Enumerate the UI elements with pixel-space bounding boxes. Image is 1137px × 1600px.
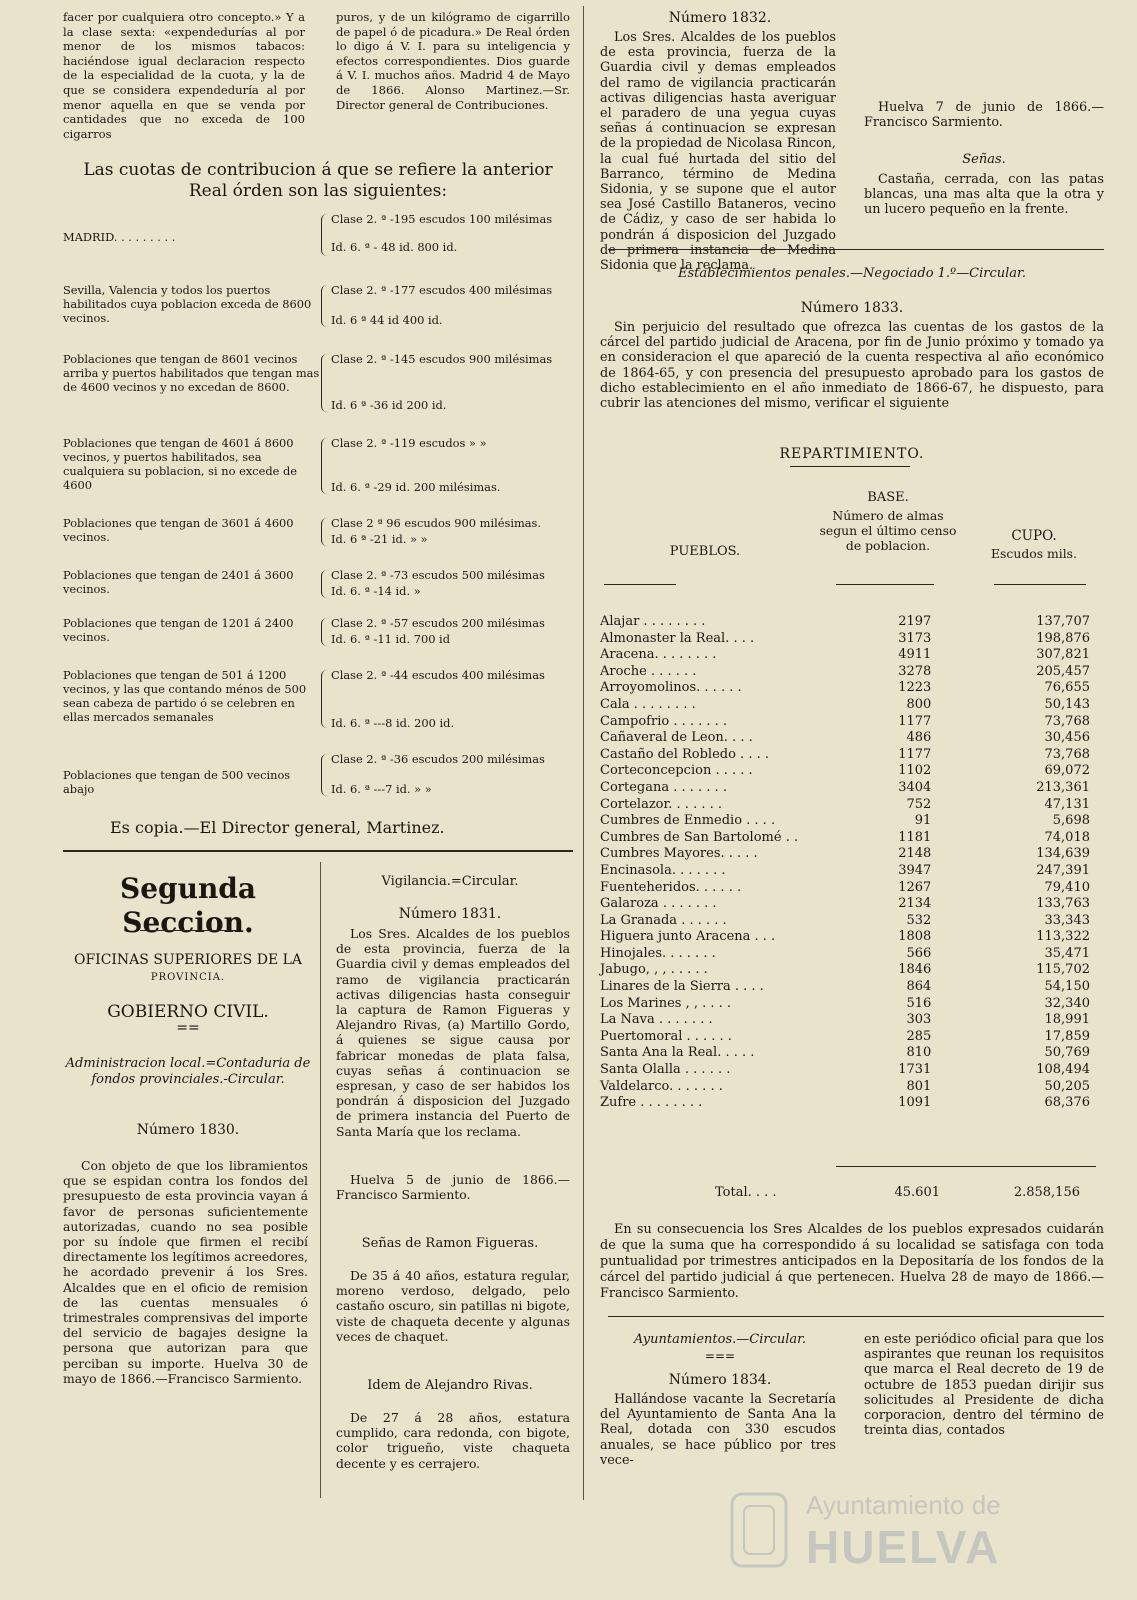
- cupo-cell: 76,655: [1044, 680, 1090, 696]
- base-cell: 1731: [898, 1062, 932, 1078]
- cupo-cell: 134,639: [1036, 846, 1090, 862]
- numero-1833: Número 1833.: [800, 300, 904, 316]
- pueblo-cell: Encinasola. . . . . . .: [600, 862, 726, 878]
- quota-clase-2: Clase 2. ª -73 escudos 500 milésimas: [331, 568, 545, 582]
- double-rule: ===: [704, 1349, 736, 1363]
- table-row: [600, 979, 1090, 996]
- table-row: [600, 797, 1090, 814]
- table-row: [600, 714, 1090, 731]
- quota-row: [63, 616, 573, 650]
- table-row: [600, 1012, 1090, 1029]
- table-row: [600, 631, 1090, 648]
- base-cell: 4911: [898, 647, 932, 663]
- brace: [321, 754, 329, 796]
- provincia-heading: PROVINCIA.: [150, 972, 226, 983]
- table-row: [600, 962, 1090, 979]
- divider: [608, 249, 1104, 250]
- col-pueblos: PUEBLOS.: [669, 544, 741, 559]
- pueblo-cell: Castaño del Robledo . . . .: [600, 746, 769, 762]
- pueblo-cell: La Nava . . . . . . .: [600, 1012, 713, 1028]
- pueblo-cell: Zufre . . . . . . . .: [600, 1095, 703, 1111]
- table-row: [600, 763, 1090, 780]
- base-cell: 752: [906, 796, 932, 812]
- pueblo-cell: Santa Ana la Real. . . . .: [600, 1045, 755, 1061]
- base-cell: 1267: [898, 879, 932, 895]
- senas-rivas: De 27 á 28 años, estatura cumplido, cara redonda, con bigote, color trigueño, viste chaqueta decente y es cerrajero.: [336, 1410, 570, 1471]
- pueblo-cell: Aroche . . . . . .: [600, 663, 697, 679]
- base-cell: 864: [906, 979, 932, 995]
- base-cell: 1846: [898, 962, 932, 978]
- body-1832: Los Sres. Alcaldes de los pueblos de esta provincia, fuerza de la Guardia civil y demas empleados del ramo de vigilancia practicarán activas diligencias hasta averiguar el paradero de una yegua cuyas señas á continuacion se expresan de la propiedad de Nicolasa Rincon, la cual fué hurtada del sitio del Barranco, término de Medina Sidonia, y se supone que el autor sea José Castillo Bataneros, vecino de Cádiz, y caso de ser habida lo pondrán á disposicion del Juzgado de primera instancia de Medina Sidonia que la reclama.: [600, 30, 836, 274]
- senas-figueras: De 35 á 40 años, estatura regular, moreno verdoso, delgado, pelo castaño oscuro, sin patillas ni bigote, viste de chaqueta decente y algunas veces de chaquet.: [336, 1268, 570, 1344]
- body-1830: Con objeto de que los libramientos que se espidan contra los fondos del presupuesto de esta provincia vayan á favor de personas suficientemente autorizadas, cuando no sea posible por su índole que firmen el recibí directamente los legítimos acreedores, he acordado prevenir á los Sres. Alcaldes que en el oficio de remision de las cuentas mensuales ó trimestrales comprensivas del importe del servicio de bagajes designe la persona que autorizan para que perciban su importe. Huelva 30 de mayo de 1866.—Francisco Sarmiento.: [63, 1158, 308, 1386]
- divider: [836, 584, 934, 585]
- base-cell: 1177: [898, 746, 932, 762]
- total-label: Total. . . .: [715, 1185, 777, 1200]
- quotas-heading: Las cuotas de contribucion á que se refiere la anterior Real órden son las siguientes:: [83, 160, 553, 201]
- base-cell: 303: [906, 1012, 932, 1028]
- base-cell: 801: [906, 1078, 932, 1094]
- cupo-cell: 115,702: [1036, 962, 1090, 978]
- brace: [321, 438, 329, 494]
- date-1831: Huelva 5 de junio de 1866.—Francisco Sarmiento.: [336, 1172, 570, 1203]
- cupo-cell: 50,143: [1044, 696, 1090, 712]
- establecimientos-heading: Establecimientos penales.—Negociado 1.º—Circular.: [678, 266, 1026, 281]
- quota-label: Poblaciones que tengan de 501 á 1200 vecinos, y las que contando ménos de 500 sean cabeza de partido ó se celebren en ellas mercados semanales: [63, 668, 307, 724]
- cupo-cell: 213,361: [1036, 779, 1090, 795]
- base-cell: 2148: [898, 846, 932, 862]
- divider: [994, 584, 1086, 585]
- section-title: Segunda Seccion.: [119, 872, 257, 939]
- quota-clase-2: Clase 2. ª -145 escudos 900 milésimas: [331, 352, 553, 366]
- pueblo-cell: Cumbres Mayores. . . . .: [600, 846, 758, 862]
- page-column-divider: [583, 6, 584, 1500]
- cupo-cell: 5,698: [1052, 813, 1090, 829]
- pueblo-cell: Higuera junto Aracena . . .: [600, 929, 776, 945]
- quota-clase-6: Id. 6. ª ---8 id. 200 id.: [331, 716, 455, 730]
- table-row: [600, 1029, 1090, 1046]
- cupo-cell: 50,769: [1044, 1045, 1090, 1061]
- senas-figueras-heading: Señas de Ramon Figueras.: [361, 1236, 539, 1251]
- cupo-cell: 247,391: [1036, 862, 1090, 878]
- base-cell: 1223: [898, 680, 932, 696]
- cupo-cell: 133,763: [1036, 896, 1090, 912]
- base-cell: 810: [906, 1045, 932, 1061]
- quota-clase-2: Clase 2. ª -57 escudos 200 milésimas: [331, 616, 545, 630]
- base-cell: 1091: [898, 1095, 932, 1111]
- pueblo-cell: La Granada . . . . . .: [600, 912, 727, 928]
- cupo-cell: 74,018: [1044, 829, 1090, 845]
- cupo-cell: 68,376: [1044, 1095, 1090, 1111]
- table-row: [600, 863, 1090, 880]
- pueblo-cell: Puertomoral . . . . . .: [600, 1028, 732, 1044]
- quota-clase-6: Id. 6. ª - 48 id. 800 id.: [331, 240, 458, 254]
- base-cell: 2197: [898, 614, 932, 629]
- pueblo-cell: Campofrio . . . . . . .: [600, 713, 728, 729]
- table-row: [600, 946, 1090, 963]
- col-cupo-title: CUPO.: [1011, 528, 1057, 544]
- table-row: [600, 896, 1090, 913]
- table-row: [600, 929, 1090, 946]
- base-cell: 3173: [898, 630, 932, 646]
- pueblo-cell: Almonaster la Real. . . .: [600, 630, 755, 646]
- cupo-cell: 47,131: [1044, 796, 1090, 812]
- quota-label: Poblaciones que tengan de 500 vecinos abajo: [63, 768, 291, 796]
- quota-clase-6: Id. 6. ª -14 id. »: [331, 584, 421, 598]
- quota-clase-6: Id. 6 ª -36 id 200 id.: [331, 398, 447, 412]
- cupo-cell: 73,768: [1044, 746, 1090, 762]
- base-cell: 486: [906, 730, 932, 746]
- pueblo-cell: Los Marines , , . . . .: [600, 995, 732, 1011]
- quota-label: MADRID. . . . . . . . .: [63, 230, 176, 244]
- pueblo-cell: Valdelarco. . . . . . .: [600, 1078, 723, 1094]
- quota-label: Poblaciones que tengan de 2401 á 3600 vecinos.: [63, 568, 294, 596]
- quota-row: [63, 668, 573, 732]
- numero-1831: Número 1831.: [398, 906, 502, 922]
- quota-row: [63, 352, 573, 418]
- quota-row: [63, 516, 573, 550]
- cupo-cell: 307,821: [1036, 647, 1090, 663]
- senas-rivas-heading: Idem de Alejandro Rivas.: [367, 1378, 533, 1393]
- cupo-cell: 33,343: [1044, 912, 1090, 928]
- table-row: [600, 680, 1090, 697]
- cupo-cell: 113,322: [1036, 929, 1090, 945]
- body-1833: Sin perjuicio del resultado que ofrezca las cuentas de los gastos de la cárcel del partido judicial de Aracena, por fin de Junio próximo y tomado ya en consideracion el que apareció de la cuenta respectiva al año económico de 1864-65, y con presencia del presupuesto aprobado para los gastos de dicho establecimiento en el año inmediato de 1866-67, he dispuesto, para cubrir las atenciones del mismo, verificar el siguiente: [600, 320, 1104, 412]
- quota-clase-6: Id. 6. ª -11 id. 700 id: [331, 632, 450, 646]
- brace: [321, 354, 329, 412]
- table-row: [600, 1079, 1090, 1096]
- brace: [321, 618, 329, 646]
- cupo-cell: 32,340: [1044, 995, 1090, 1011]
- numero-1832: Número 1832.: [668, 10, 772, 26]
- cupo-cell: 73,768: [1044, 713, 1090, 729]
- ayuntamientos-heading: Ayuntamientos.—Circular.: [633, 1332, 807, 1347]
- table-row: [600, 780, 1090, 797]
- quota-row: [63, 283, 573, 335]
- divider: [608, 1316, 1104, 1317]
- col-base-title: BASE.: [867, 490, 909, 505]
- numero-1830: Número 1830.: [136, 1122, 240, 1138]
- repartimiento-body: [600, 614, 1090, 1112]
- total-cupo: 2.858,156: [1013, 1185, 1080, 1200]
- table-row: [600, 747, 1090, 764]
- quota-clase-2: Clase 2 ª 96 escudos 900 milésimas.: [331, 516, 542, 530]
- repartimiento-table: [600, 614, 1090, 1112]
- brace: [321, 670, 329, 728]
- quota-row: [63, 436, 573, 498]
- table-row: [600, 647, 1090, 664]
- base-cell: 532: [906, 912, 932, 928]
- cupo-cell: 69,072: [1044, 763, 1090, 779]
- body-1833-after: En su consecuencia los Sres Alcaldes de los pueblos expresados cuidarán de que la suma que ha correspondido á su localidad se satisfaga con toda puntualidad por trimestres anticipados en la Depositaría de los fondos de la cárcel del partido judicial á que pertenecen. Huelva 28 de mayo de 1866.—Francisco Sarmiento.: [600, 1222, 1104, 1301]
- quota-label: Poblaciones que tengan de 4601 á 8600 vecinos, y puertos habilitados, sea cualquiera su poblacion, si no excede de 4600: [63, 436, 298, 492]
- quota-clase-2: Clase 2. ª -119 escudos » »: [331, 436, 487, 450]
- total-base: 45.601: [894, 1185, 940, 1200]
- col-cupo-sub: Escudos mils.: [991, 546, 1077, 561]
- table-row: [600, 830, 1090, 847]
- base-cell: 285: [906, 1028, 932, 1044]
- senas-1832: Castaña, cerrada, con las patas blancas, una mas alta que la otra y un lucero pequeño en la frente.: [864, 172, 1104, 218]
- table-row: [600, 664, 1090, 681]
- quota-clase-6: Id. 6. ª -29 id. 200 milésimas.: [331, 480, 501, 494]
- divider: [140, 930, 236, 931]
- numero-1834: Número 1834.: [668, 1372, 772, 1388]
- base-cell: 3947: [898, 862, 932, 878]
- col-base-sub: Número de almas segun el último censo de poblacion.: [819, 508, 957, 553]
- base-cell: 91: [914, 813, 932, 829]
- base-cell: 3404: [898, 779, 932, 795]
- table-row: [600, 996, 1090, 1013]
- cupo-cell: 50,205: [1044, 1078, 1090, 1094]
- watermark: [720, 1484, 1120, 1584]
- oficinas-heading: OFICINAS SUPERIORES DE LA: [73, 952, 303, 968]
- double-rule: ==: [176, 1020, 200, 1036]
- table-row: [600, 846, 1090, 863]
- vigilancia-heading: Vigilancia.=Circular.: [381, 874, 519, 889]
- body-1831: Los Sres. Alcaldes de los pueblos de esta provincia, fuerza de la Guardia civil y demas empleados del ramo de vigilancia practicarán activas diligencias hasta conseguir la captura de Ramon Figueras y Alejandro Rivas, (a) Martillo Gordo, á quienes se sigue causa por fabricar monedas de plata falsa, cuyas señas á continuacion se espresan, y caso de ser habidos los pondrán á disposicion del Juzgado de primera instancia del Puerto de Santa María que los reclama.: [336, 926, 570, 1139]
- senas-1832-heading: Señas.: [962, 152, 1006, 167]
- watermark-line1: Ayuntamiento de: [806, 1490, 1001, 1520]
- table-row: [600, 730, 1090, 747]
- cupo-cell: 198,876: [1036, 630, 1090, 646]
- quota-clase-2: Clase 2. ª -36 escudos 200 milésimas: [331, 752, 545, 766]
- quota-label: Poblaciones que tengan de 3601 á 4600 vecinos.: [63, 516, 294, 544]
- quota-label: Poblaciones que tengan de 8601 vecinos arriba y puertos habilitados que tengan mas de 4600 vecinos y no excedan de 8600.: [63, 352, 320, 394]
- table-row: [600, 1095, 1090, 1112]
- pueblo-cell: Fuenteheridos. . . . . .: [600, 879, 742, 895]
- quota-clase-2: Clase 2. ª -44 escudos 400 milésimas: [331, 668, 545, 682]
- pueblo-cell: Arroyomolinos. . . . . .: [600, 680, 742, 696]
- pueblo-cell: Santa Olalla . . . . . .: [600, 1062, 731, 1078]
- table-row: [600, 913, 1090, 930]
- gobierno-heading: GOBIERNO CIVIL.: [107, 1002, 269, 1022]
- table-row: [600, 1062, 1090, 1079]
- pueblo-cell: Cala . . . . . . . .: [600, 696, 696, 712]
- table-row: [600, 614, 1090, 631]
- top-continuation-right: puros, y de un kilógramo de cigarrillo de papel ó de picadura.» De Real órden lo digo á V. I. para su inteligencia y efectos correspondientes. Dios guarde á V. I. muchos años. Madrid 4 de Mayo de 1866. Alonso Martinez.—Sr. Director general de Contribuciones.: [336, 10, 570, 112]
- pueblo-cell: Linares de la Sierra . . . .: [600, 979, 764, 995]
- cupo-cell: 18,991: [1044, 1012, 1090, 1028]
- cupo-cell: 137,707: [1036, 614, 1090, 629]
- quota-clase-6: Id. 6. ª ---7 id. » »: [331, 782, 432, 796]
- brace: [321, 570, 329, 598]
- base-cell: 1808: [898, 929, 932, 945]
- top-continuation-left: facer por cualquiera otro concepto.» Y a la clase sexta: «expendedurías al por menor de los mismos tabacos: haciéndose igual declaracion respecto de la especialidad de la cuota, y la de que se considera expendeduría al por menor aquella en que se venda por cantidades que no exceda de 100 cigarros: [63, 10, 305, 141]
- base-cell: 516: [906, 995, 932, 1011]
- pueblo-cell: Hinojales. . . . . . .: [600, 945, 716, 961]
- cupo-cell: 79,410: [1044, 879, 1090, 895]
- repartimiento-heading: REPARTIMIENTO.: [779, 446, 925, 462]
- base-cell: 800: [906, 696, 932, 712]
- pueblo-cell: Cumbres de San Bartolomé . .: [600, 829, 799, 845]
- pueblo-cell: Corteconcepcion . . . . .: [600, 763, 753, 779]
- table-row: [600, 813, 1090, 830]
- body-1834-b: en este periódico oficial para que los aspirantes que reunan los requisitos que marca el Real decreto de 19 de octubre de 1853 puedan dirijir sus solicitudes al Presidente de dicha corporacion, dentro del término de treinta dias, contados: [864, 1332, 1104, 1439]
- pueblo-cell: Cortelazor. . . . . . .: [600, 796, 722, 812]
- pueblo-cell: Galaroza . . . . . . .: [600, 896, 717, 912]
- quota-label: Sevilla, Valencia y todos los puertos habilitados cuya poblacion exceda de 8600 vecinos.: [63, 283, 312, 325]
- quota-clase-6: Id. 6 ª 44 id 400 id.: [331, 313, 443, 327]
- base-cell: 1181: [898, 829, 932, 845]
- pueblo-cell: Cañaveral de Leon. . . .: [600, 730, 753, 746]
- pueblo-cell: Cumbres de Enmedio . . . .: [600, 813, 776, 829]
- column-divider: [320, 862, 321, 1498]
- base-cell: 2134: [898, 896, 932, 912]
- table-row: [600, 880, 1090, 897]
- coat-of-arms-icon: [724, 1488, 794, 1578]
- base-cell: 1102: [898, 763, 932, 779]
- pueblo-cell: Jabugo, , , . . . . .: [600, 962, 708, 978]
- date-1832: Huelva 7 de junio de 1866.—Francisco Sarmiento.: [864, 100, 1104, 131]
- base-cell: 1177: [898, 713, 932, 729]
- quota-clase-6: Id. 6 ª -21 id. » »: [331, 532, 428, 546]
- quota-clase-2: Clase 2. ª -195 escudos 100 milésimas: [331, 212, 553, 226]
- watermark-line2: HUELVA: [806, 1521, 1001, 1573]
- divider: [790, 466, 910, 467]
- divider: [63, 850, 573, 852]
- brace: [321, 285, 329, 327]
- cupo-cell: 17,859: [1044, 1028, 1090, 1044]
- brace: [321, 214, 329, 256]
- brace: [321, 518, 329, 546]
- quota-row: [63, 752, 573, 800]
- table-row: [600, 697, 1090, 714]
- cupo-cell: 108,494: [1036, 1062, 1090, 1078]
- divider: [604, 584, 676, 585]
- quota-label: Poblaciones que tengan de 1201 á 2400 vecinos.: [63, 616, 294, 644]
- base-cell: 566: [906, 945, 932, 961]
- cupo-cell: 54,150: [1044, 979, 1090, 995]
- pueblo-cell: Alajar . . . . . . . .: [600, 614, 706, 629]
- pueblo-cell: Aracena. . . . . . . .: [600, 647, 717, 663]
- es-copia: Es copia.—El Director general, Martinez.: [110, 818, 445, 837]
- quota-clase-2: Clase 2. ª -177 escudos 400 milésimas: [331, 283, 553, 297]
- quota-row: [63, 212, 573, 262]
- cupo-cell: 35,471: [1044, 945, 1090, 961]
- quota-row: [63, 568, 573, 602]
- base-cell: 3278: [898, 663, 932, 679]
- body-1834-a: Hallándose vacante la Secretaría del Ayuntamiento de Santa Ana la Real, dotada con 330 escudos anuales, se hace público por tres vece-: [600, 1392, 836, 1468]
- cupo-cell: 205,457: [1036, 663, 1090, 679]
- divider: [836, 1166, 1096, 1167]
- pueblo-cell: Cortegana . . . . . . .: [600, 779, 727, 795]
- administracion-heading: Administracion local.=Contaduria de fondos provinciales.-Circular.: [65, 1056, 311, 1087]
- cupo-cell: 30,456: [1044, 730, 1090, 746]
- table-row: [600, 1045, 1090, 1062]
